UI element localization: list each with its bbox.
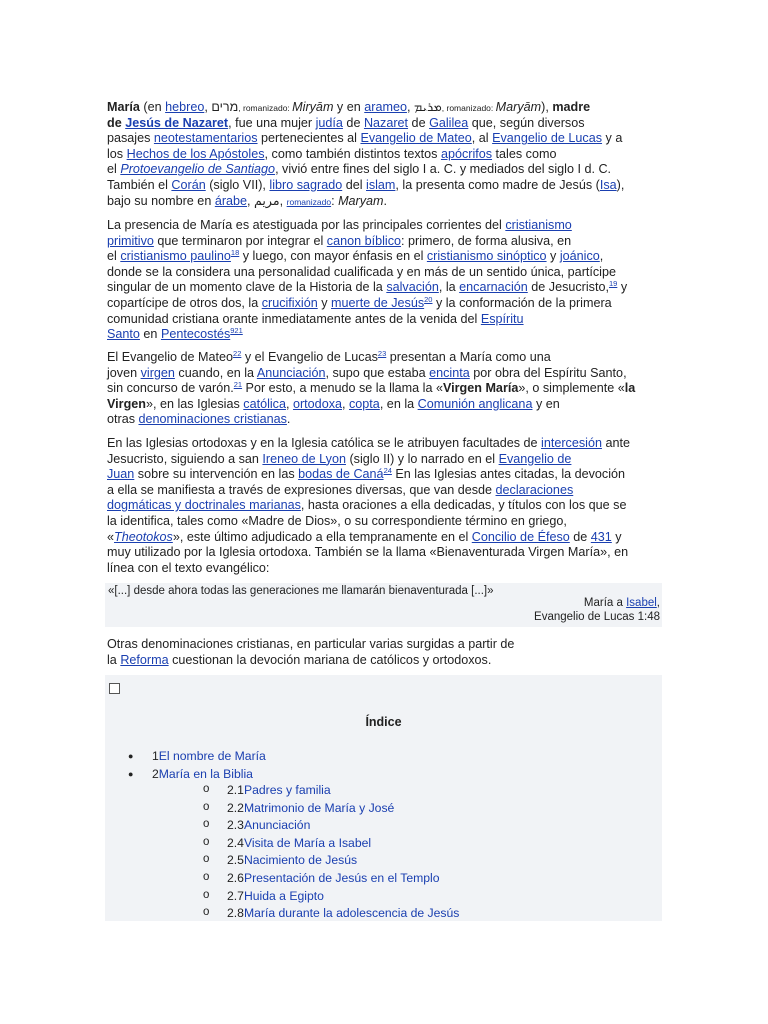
toc-subitem-number: 2.6 [227,871,244,885]
text: de Jesucristo, [527,280,609,295]
toc-item[interactable] [152,749,266,763]
link-intercesion[interactable]: intercesión [541,436,602,450]
text: de [408,115,430,130]
text: También el [107,177,172,192]
link-espiritu-santo[interactable]: Espíritu [480,311,524,326]
text: La presencia de María es atestiguada por las principales corrientes del [107,218,506,232]
text: , vivió entre fines del siglo I a. C. y mediados del siglo I d. C. [275,162,612,177]
text: los [107,146,127,161]
link-libro-sagrado[interactable]: libro sagrado [269,177,343,192]
link-hebreo[interactable]: hebreo [165,100,205,114]
text: que, según diversos [468,115,585,130]
link-salvacion[interactable]: salvación [386,280,439,295]
text: , [342,396,349,411]
text: bajo su nombre en [107,193,215,208]
bold-text: Virgen María [442,381,519,396]
toc-item[interactable] [152,767,253,781]
text: línea con el texto evangélico: [107,560,270,575]
link-cristianismo-sinoptico[interactable]: cristianismo sinóptico [426,249,547,264]
toc-subitem-link[interactable]: Huida a Egipto [243,888,324,903]
text: y en [333,100,365,114]
text: sin concurso de varón. [107,381,234,396]
toc-subitem[interactable] [227,906,459,920]
text: de [342,115,364,130]
romanized-label: , romanizado: [441,103,496,113]
romanized-aramaic: Maryām [495,100,542,114]
link-canon-biblico[interactable]: canon bíblico [326,233,402,248]
text: y luego, con mayor énfasis en el [239,249,427,264]
text: singular de un momento clave de la Historia de la [107,280,387,295]
link-evangelio-juan[interactable]: Juan [107,467,135,482]
aramaic-script: , ܡܪܝܡ [406,100,442,114]
text: : [331,193,339,208]
text: que terminaron por integrar el [153,233,327,248]
text: pasajes [107,131,154,146]
text: donde se la considera una personalidad cualificada y en más de un sentido única, partícipe [107,264,616,279]
text: , en la [379,396,418,411]
toc-bullet: ● [128,751,134,761]
link-comunion-anglicana[interactable]: Comunión anglicana [417,396,533,411]
text: , [285,396,293,411]
paragraph-presence [107,218,662,343]
toc-subitem[interactable] [227,836,371,850]
paragraph-intercession [107,436,662,576]
arabic-script: , مريم, [247,193,287,208]
text: », en las Iglesias [145,396,244,411]
link-cristianismo-primitivo[interactable]: primitivo [107,233,154,248]
toc-subitem-link[interactable]: Anunciación [243,818,311,833]
link-virgen[interactable]: virgen [140,365,175,380]
toc-item-number: 1 [152,749,159,763]
text: (siglo II) y lo narrado en el [345,451,499,466]
text: « [107,529,115,544]
text: ), [616,177,625,192]
text: , la presenta como madre de Jesús ( [395,177,600,192]
text: . [383,193,388,208]
text: », este último adjudicado a ella tempranamente en el [172,529,472,544]
text: y [317,295,332,310]
quote-text: «[...] desde ahora todas las generaciones me llamarán bienaventurada [...]» [108,585,494,597]
toc-subitem-number: 2.1 [227,783,244,797]
text: El Evangelio de Mateo [107,350,234,364]
toc-subitem[interactable] [227,783,331,797]
bold-text: Virgen [107,396,146,411]
link-romanizado[interactable]: romanizado [286,196,332,207]
toc-subitem[interactable] [227,818,310,832]
toc-subitem-link[interactable]: Nacimiento de Jesús [243,853,358,868]
text: , al [471,131,493,146]
reference-link[interactable]: 22 [233,348,242,358]
link-muerte-de-jesus[interactable]: muerte de Jesús [331,295,425,310]
link-jesus-de-nazaret[interactable]: Jesús de Nazaret [125,115,229,130]
intro-paragraph [107,100,662,209]
text: En las Iglesias antes citadas, la devoción [391,467,626,482]
text: Jesucristo, siguiendo a san [107,451,263,466]
link-reforma[interactable]: Reforma [120,652,169,667]
text: y [546,249,560,264]
toc-subitem-link[interactable]: María durante la adolescencia de Jesús [243,906,460,921]
toc-subitem[interactable] [227,853,357,867]
romanized-label: , romanizado: [238,103,293,113]
text: En las Iglesias ortodoxas y en la Iglesia católica se le atribuyen facultades de [107,436,542,450]
link-pentecostes[interactable]: Pentecostés [160,327,231,342]
text: Otras denominaciones cristianas, en particular varias surgidas a partir de [107,637,515,651]
toc-sub-bullet: o [203,871,210,883]
link-isa[interactable]: Isa [599,177,617,192]
link-denominaciones[interactable]: denominaciones cristianas [138,412,287,427]
text: pertenecientes al [257,131,361,146]
text: comunidad cristiana orante inmediatamente antes de la venida del [107,311,481,326]
text: , como también distintos textos [264,146,441,161]
toc-sub-bullet: o [203,888,210,901]
toc-sub-bullet: o [203,906,210,919]
text: , hasta oraciones a ella dedicadas, y títulos con los que se [300,498,627,513]
toc-sub-bullet: o [203,818,210,831]
toc-bullet: ● [128,769,134,779]
link-evangelio-lucas[interactable]: Evangelio de Lucas [492,131,603,146]
link-theotokos[interactable]: Theotokos [114,529,173,544]
quote-source-line2: Evangelio de Lucas 1:48 [534,611,660,623]
reference-link[interactable]: 19 [608,279,618,289]
link-cristianismo-primitivo[interactable]: cristianismo [505,218,572,232]
bold-text: la [624,381,636,396]
reference-link[interactable]: 18 [230,248,240,257]
text: y a [602,131,623,146]
text: la identifica, tales como «Madre de Dios», o su correspondiente término en griego, [107,513,567,528]
toc-sub-bullet: o [203,800,210,813]
link-concilio-efeso[interactable]: Concilio de Éfeso [471,529,570,544]
link-protoevangelio[interactable]: Protoevangelio de Santiago [120,162,276,177]
reference-link[interactable]: 921 [230,325,243,335]
text: », o simplemente « [518,381,625,396]
paragraph-reforma [107,637,662,668]
toc-subitem-number: 2.5 [227,853,244,868]
link-coran[interactable]: Corán [171,177,206,192]
link-ireneo[interactable]: Ireneo de Lyon [262,451,346,466]
bold-text: madre [552,100,591,114]
text: (en [139,100,166,114]
text: tales como [492,146,557,161]
text: y la conformación de la primera [432,295,612,310]
text: cuando, en la [174,365,257,380]
text: , [599,249,604,264]
text: el [107,249,121,264]
link-declaraciones[interactable]: dogmáticas y doctrinales marianas [107,498,301,513]
link-judia[interactable]: judía [315,115,343,130]
toc-item-link[interactable]: María en la Biblia [158,767,253,781]
toc-subitem[interactable] [227,801,394,815]
link-anunciacion[interactable]: Anunciación [256,365,326,380]
link-catolica[interactable]: católica [243,396,286,411]
text: , fue una mujer [228,115,316,130]
text: . [286,412,291,427]
quote-source [584,597,660,609]
toc-subitem[interactable] [227,871,440,885]
toc-sub-bullet: o [203,835,210,848]
romanized-arabic: Maryam [338,193,384,208]
toc-subitem-link[interactable]: Padres y familia [243,783,331,797]
text: del [342,177,367,192]
link-declaraciones[interactable]: declaraciones [495,482,574,497]
text: en [139,327,161,342]
link-hechos[interactable]: Hechos de los Apóstoles [126,146,265,161]
text: Por esto, a menudo se la llama la « [242,381,443,396]
link-copta[interactable]: copta [349,396,380,411]
bold-text: de [107,115,126,130]
text: de [569,529,591,544]
toc-title: Índice [365,715,402,729]
text: cuestionan la devoción mariana de católicos y ortodoxos. [168,652,492,667]
toc-subitem-number: 2.3 [227,818,244,833]
link-arameo[interactable]: arameo [364,100,407,114]
toc-sub-bullet: o [203,853,210,866]
toc-toggle-checkbox[interactable] [109,683,120,694]
toc-subitem[interactable] [227,889,324,903]
link-431[interactable]: 431 [590,529,612,544]
reference-link[interactable]: 23 [377,348,387,358]
text: , supo que estaba [325,365,430,380]
reference-link[interactable]: 24 [383,466,392,475]
text: (siglo VII), [205,177,270,192]
romanized-hebrew: Miryām [292,100,334,114]
link-neotestamentarios[interactable]: neotestamentarios [153,131,258,146]
paragraph-virgin [107,350,662,428]
text: a ella se manifiesta a través de expresiones diversas, que van desde [107,482,496,497]
text: ), [541,100,553,114]
reference-link[interactable]: 20 [424,294,433,304]
toc-subitem-number: 2.7 [227,888,244,903]
text: , la [438,280,460,295]
link-apocrifos[interactable]: apócrifos [440,146,493,161]
text: y [611,529,622,544]
text: : primero, de forma alusiva, en [401,233,572,248]
text: por obra del Espíritu Santo, [469,365,627,380]
link-ortodoxa[interactable]: ortodoxa [292,396,342,411]
quote-box [105,583,662,627]
link-nazaret[interactable]: Nazaret [363,115,409,130]
link-arabe[interactable]: árabe [214,193,248,208]
reference-link[interactable]: 21 [233,380,243,389]
text: otras [107,412,139,427]
text: sobre su intervención en las [134,467,299,482]
link-espiritu-santo[interactable]: Santo [107,327,140,342]
link-cristianismo-paulino[interactable]: cristianismo paulino [120,249,231,264]
link-islam[interactable]: islam [366,177,396,192]
text: muy utilizado por la Iglesia ortodoxa. También se la llama «Bienaventurada Virgen María», en [107,545,629,560]
link-evangelio-mateo[interactable]: Evangelio de Mateo [360,131,472,146]
link-joanico[interactable]: joánico [559,249,600,264]
text: presentan a María como una [386,350,551,364]
text: y en [532,396,560,411]
text: el [107,162,121,177]
toc-item-number: 2 [152,767,159,781]
toc-item-link[interactable]: El nombre de María [158,749,266,763]
link-encarnacion[interactable]: encarnación [459,280,528,295]
toc-subitem-link[interactable]: Visita de María a Isabel [243,835,372,850]
link-isabel[interactable]: Isabel [626,597,657,609]
link-encinta[interactable]: encinta [429,365,470,380]
toc-sub-bullet: o [203,783,210,795]
text: joven [107,365,141,380]
toc-subitem-link[interactable]: Matrimonio de María y José [243,800,395,815]
toc-subitem-number: 2.2 [227,800,244,815]
toc-subitem-link[interactable]: Presentación de Jesús en el Templo [243,871,440,885]
link-crucifixion[interactable]: crucifixión [261,295,318,310]
text: y el Evangelio de Lucas [241,350,378,364]
link-galilea[interactable]: Galilea [429,115,469,130]
text: copartícipe de otros dos, la [107,295,262,310]
link-evangelio-juan[interactable]: Evangelio de [498,451,572,466]
link-bodas-de-cana[interactable]: bodas de Caná [298,467,384,482]
article-term: María [107,100,140,114]
text: , [656,597,660,609]
text: la [107,652,121,667]
toc-subitem-number: 2.8 [227,906,244,921]
text: María a [583,597,627,609]
text: ante [601,436,630,450]
text: y [617,280,628,295]
toc-subitem-number: 2.4 [227,835,244,850]
hebrew-script: , מרים [204,100,239,114]
